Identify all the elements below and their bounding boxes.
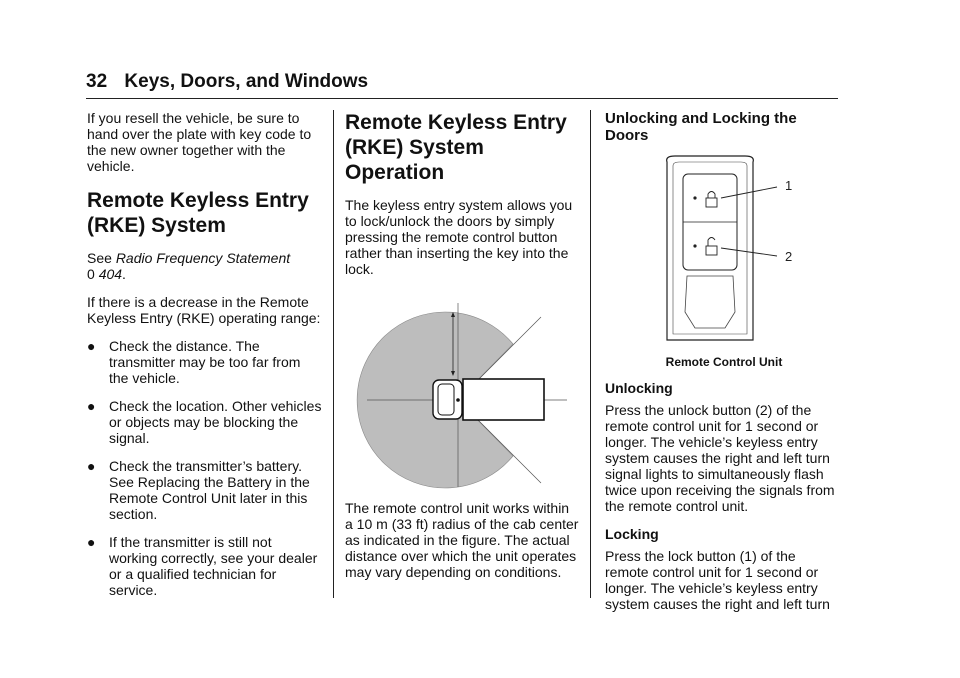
- column-2: [345, 110, 580, 592]
- lock-indicator-dot: [693, 196, 696, 199]
- column-1: [87, 110, 322, 610]
- rke-operation-heading: Remote Keyless Entry (RKE) System Operation: [345, 111, 567, 184]
- resell-paragraph: If you resell the vehicle, be sure to hand over the plate with key code to the new owner together with the vehicle.: [87, 110, 312, 174]
- bullet-dot-icon: ●: [87, 398, 96, 414]
- bullet-dot-icon: ●: [87, 338, 96, 354]
- bullet-text: Check the distance. The transmitter may be too far from the vehicle.: [109, 338, 301, 386]
- decrease-paragraph: If there is a decrease in the Remote Keyless Entry (RKE) operating range:: [87, 294, 321, 326]
- bullet-text: Check the location. Other vehicles or objects may be blocking the signal.: [109, 398, 322, 446]
- see-reference: [87, 250, 322, 282]
- page-number: 32: [86, 71, 108, 92]
- page-ref-number[interactable]: 404: [98, 266, 123, 282]
- unlock-indicator-dot: [693, 244, 696, 247]
- bullet-dot-icon: ●: [87, 534, 96, 550]
- cab-center-point: [456, 398, 460, 402]
- label-1: 1: [785, 178, 793, 193]
- remote-figure: [605, 152, 843, 352]
- column-3: [605, 110, 843, 624]
- see-reference-link[interactable]: Radio Frequency Statement: [115, 250, 291, 266]
- see-suffix: .: [122, 266, 126, 282]
- range-diagram: [345, 289, 580, 494]
- column-divider: [590, 110, 591, 598]
- column-divider: [333, 110, 334, 598]
- bullet-text: Check the transmitter’s battery. See Replacing the Battery in the Remote Control Unit later in this section.: [109, 458, 310, 522]
- locking-subheading: Locking: [605, 526, 659, 542]
- remote-control-diagram: [605, 152, 843, 352]
- range-figure: [345, 289, 580, 494]
- bullet-text: If the transmitter is still not working correctly, see your dealer or a qualified technician for service.: [109, 534, 318, 598]
- figure-caption: Remote Control Unit: [665, 355, 783, 369]
- header-rule: [86, 98, 838, 99]
- page-ref-symbol: 0: [87, 266, 95, 282]
- unlocking-paragraph: Press the unlock button (2) of the remote control unit for 1 second or longer. The vehicle’s keyless entry system causes the right and left turn signal lights to simultaneously flash twice upon receiving the signals from the remote control unit.: [605, 402, 835, 514]
- unlocking-subheading: Unlocking: [605, 380, 673, 396]
- page-title: Keys, Doors, and Windows: [124, 71, 369, 92]
- bullet-item: [87, 398, 322, 446]
- see-prefix: See: [87, 250, 116, 266]
- range-paragraph: The remote control unit works within a 10 m (33 ft) radius of the cab center as indicated in the figure. The actual distance over which the unit operates may vary depending on conditions.: [345, 500, 579, 580]
- bullet-item: [87, 458, 322, 522]
- label-2: 2: [785, 249, 793, 264]
- page-header: [86, 70, 838, 94]
- bullet-item: [87, 534, 322, 598]
- keyless-intro-paragraph: The keyless entry system allows you to lock/unlock the doors by simply pressing the remote control button rather than inserting the key into the lock.: [345, 197, 573, 277]
- bullet-item: [87, 338, 322, 386]
- rke-system-heading: Remote Keyless Entry (RKE) System: [87, 189, 309, 237]
- unlocking-locking-heading: Unlocking and Locking the Doors: [605, 110, 797, 144]
- bullet-dot-icon: ●: [87, 458, 96, 474]
- vehicle-cargo-bed: [463, 379, 544, 420]
- locking-paragraph: Press the lock button (1) of the remote control unit for 1 second or longer. The vehicle’s keyless entry system causes the right and left turn: [605, 548, 830, 612]
